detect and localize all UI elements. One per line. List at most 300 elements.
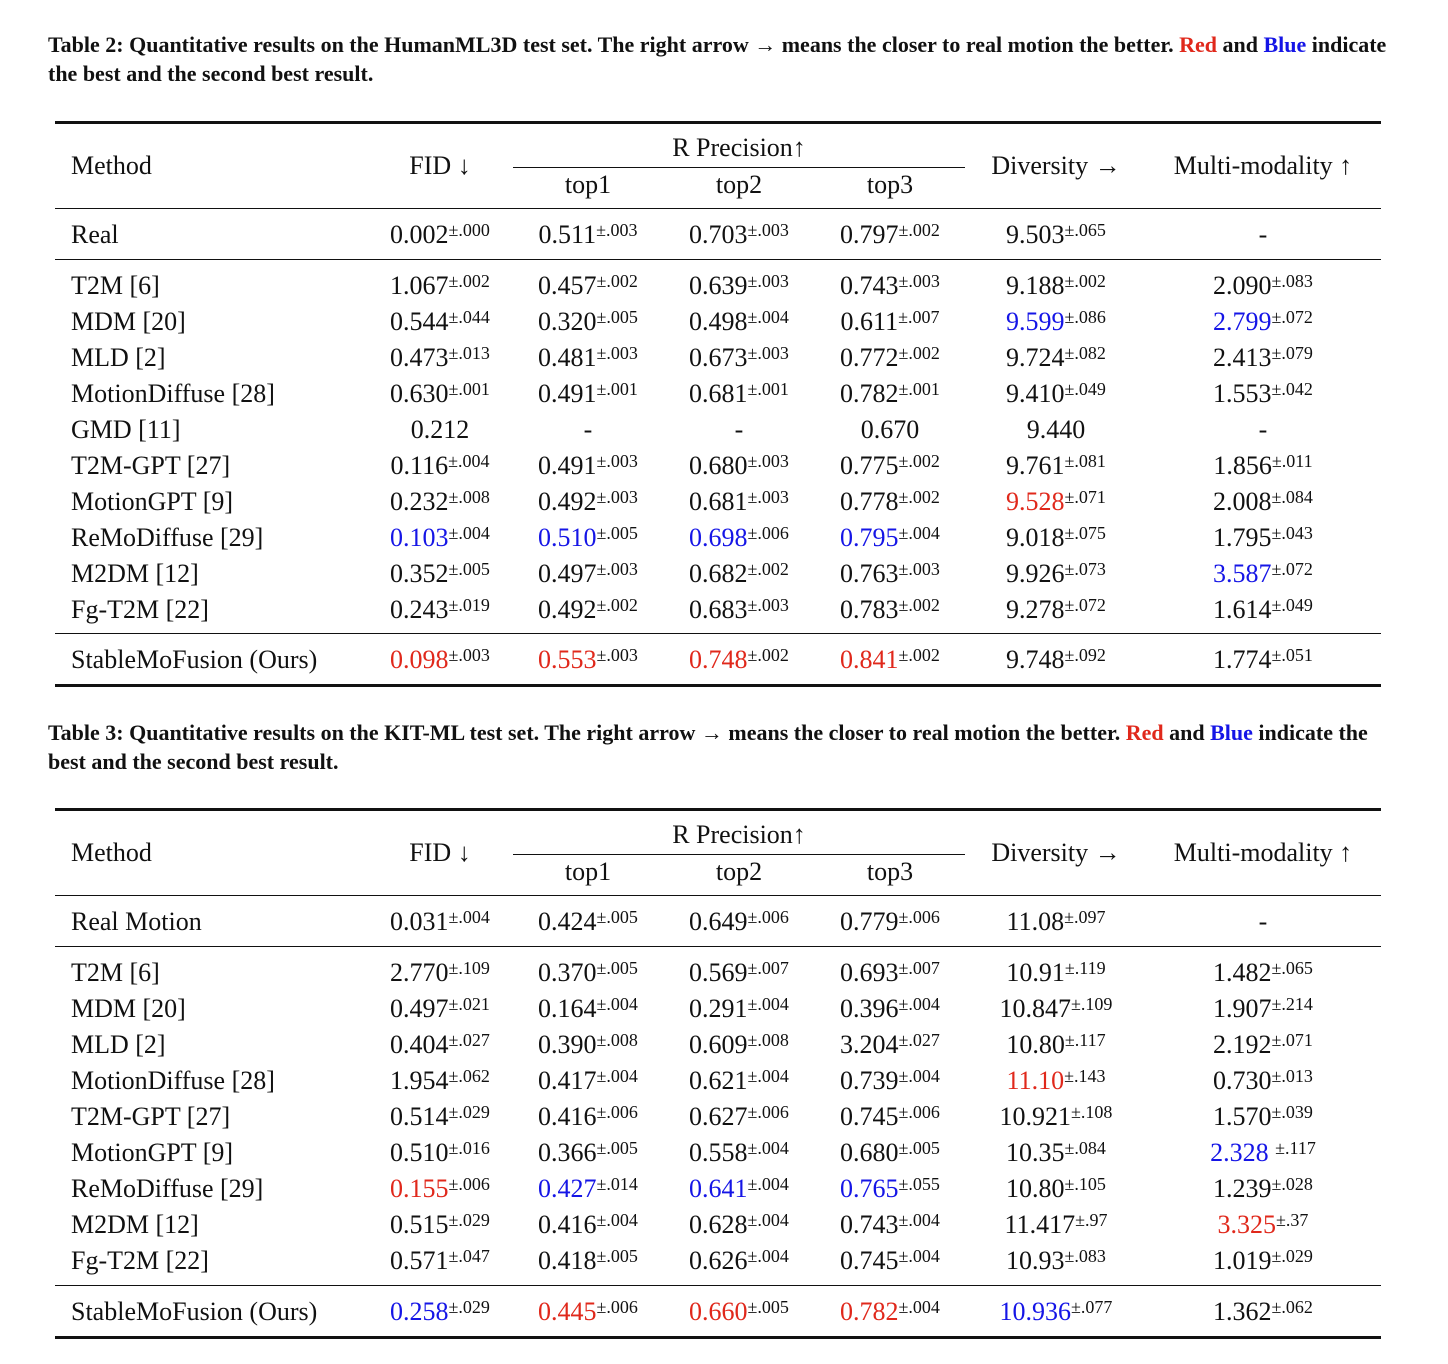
cell-std: ±.029 [448,1210,490,1230]
cell-fid [375,1246,505,1276]
cell-std: ±.083 [1064,1246,1106,1266]
cell-std: ±.004 [898,1297,940,1317]
cell-std: ±.97 [1075,1210,1108,1230]
cell-top1 [523,451,653,481]
cell-multimodality [1153,415,1373,445]
cell-value: 0.510 [390,1138,449,1167]
cell-std: ±.105 [1064,1174,1106,1194]
cell-value: 9.724 [1006,343,1065,372]
cell-top3 [825,1102,955,1132]
cell-std: ±.092 [1064,645,1106,665]
cell-top1 [523,343,653,373]
cell-std: ±.004 [448,451,490,471]
cell-value: 0.417 [538,1066,597,1095]
cell-std: ±.027 [448,1030,490,1050]
cell-std: ±.043 [1271,523,1313,543]
cell-std: ±.001 [898,379,940,399]
cell-value: 0.396 [840,994,899,1023]
cell-value: - [1258,415,1268,444]
table3-caption [48,718,1398,776]
cell-top2 [674,1210,804,1240]
cell-diversity [971,1174,1141,1204]
cell-value: 0.515 [390,1210,449,1239]
cell-std: ±.004 [898,523,940,543]
cell-top2 [674,645,804,675]
header-r-precision: R Precision↑ [672,133,806,162]
cell-value: 0.772 [840,343,899,372]
header-method: Method [71,838,152,867]
cell-top2 [674,559,804,589]
method-name: M2DM [12] [71,1210,199,1239]
cell-std: ±.072 [1271,559,1313,579]
cell-std: ±.004 [898,1246,940,1266]
cell-diversity [971,1102,1141,1132]
cell-top3 [825,645,955,675]
cell-std: ±.004 [747,1210,789,1230]
cell-value: 0.673 [689,343,748,372]
cell-value: 1.239 [1213,1174,1272,1203]
cell-std: ±.214 [1271,994,1313,1014]
cell-value: 0.611 [840,307,899,336]
cell-value: 0.366 [538,1138,597,1167]
cell-top3 [825,343,955,373]
cell-multimodality [1153,271,1373,301]
method-name: Fg-T2M [22] [71,595,209,624]
cell-std: ±.013 [1271,1066,1313,1086]
cell-value: - [1258,907,1268,936]
method-name: M2DM [12] [71,559,199,588]
cell-value: 0.782 [840,1297,899,1326]
cell-diversity [971,487,1141,517]
cell-diversity [971,220,1141,250]
cell-std: ±.005 [596,1246,638,1266]
cell-top3 [825,958,955,988]
cell-fid [375,523,505,553]
cell-std: ±.002 [596,271,638,291]
cell-value: 0.779 [840,907,899,936]
cell-std: ±.019 [448,595,490,615]
cell-std: ±.006 [747,1102,789,1122]
cell-fid [375,343,505,373]
cell-value: 1.482 [1213,958,1272,987]
cell-std: ±.005 [596,523,638,543]
cell-multimodality [1153,1066,1373,1096]
cell-value: 0.795 [840,523,899,552]
cell-value: 11.10 [1006,1066,1065,1095]
cell-fid [375,1030,505,1060]
cell-diversity [971,1297,1141,1327]
cell-top2 [674,451,804,481]
cell-std: ±.006 [596,1102,638,1122]
cell-std: ±.119 [1064,958,1106,978]
ours-rule [55,633,1381,634]
cell-value: 0.544 [390,307,449,336]
cell-value: 9.018 [1006,523,1065,552]
cell-value: 0.491 [538,451,597,480]
cell-diversity [971,379,1141,409]
cell-multimodality [1153,307,1373,337]
cell-diversity [971,559,1141,589]
real-rule [55,946,1381,947]
cell-std: ±.005 [448,559,490,579]
cell-multimodality [1153,523,1373,553]
cell-value: 0.418 [538,1246,597,1275]
cell-diversity [971,958,1141,988]
cell-fid [375,1066,505,1096]
cell-value: 0.116 [390,451,449,480]
cell-std: ±.006 [747,907,789,927]
caption-text: Table 3: Quantitative results on the KIT-ML test set. The right arrow → means the closer to real motion the better. [48,720,1126,745]
cell-top2 [674,523,804,553]
cell-multimodality [1153,1138,1373,1168]
cell-std: ±.006 [448,1174,490,1194]
cell-top3 [825,1297,955,1327]
cell-multimodality [1153,958,1373,988]
cell-std: ±.002 [898,343,940,363]
cell-value: 9.528 [1006,487,1065,516]
cell-std: ±.005 [898,1138,940,1158]
cell-std: ±.003 [747,487,789,507]
cell-value: 0.660 [689,1297,748,1326]
cell-std: ±.000 [448,220,490,240]
cell-multimodality [1153,907,1373,937]
cell-value: 0.639 [689,271,748,300]
cell-value: 1.614 [1213,595,1272,624]
cell-std: ±.029 [448,1102,490,1122]
cell-value: - [583,415,593,444]
caption-text: Table 2: Quantitative results on the HumanML3D test set. The right arrow → means the closer to real motion the better. [48,32,1180,57]
cell-value: 0.510 [538,523,597,552]
cell-top1 [523,595,653,625]
cell-value: 0.352 [390,559,449,588]
cell-value: 0.390 [538,1030,597,1059]
cell-top2 [674,958,804,988]
cell-value: 0.765 [840,1174,899,1203]
top-rule [55,121,1381,124]
header-fid: FID ↓ [409,838,471,867]
cell-value: 0.497 [538,559,597,588]
caption-text: and [1163,720,1211,745]
caption-blue-word: Blue [1210,720,1253,745]
cell-value: 0.628 [689,1210,748,1239]
cell-value: 0.698 [689,523,748,552]
cell-std: ±.028 [1271,1174,1313,1194]
cell-top1 [523,1210,653,1240]
bottom-rule [55,684,1381,687]
cell-std: ±.003 [747,271,789,291]
header-top1: top1 [564,857,612,886]
cell-multimodality [1153,1210,1373,1240]
cell-std: ±.065 [1271,958,1313,978]
method-name: ReMoDiffuse [29] [71,1174,264,1203]
cell-top3 [825,523,955,553]
cell-top3 [825,379,955,409]
cell-value: 2.192 [1213,1030,1272,1059]
cell-std: ±.081 [1064,451,1106,471]
cell-std: ±.003 [596,343,638,363]
cell-value: 0.739 [840,1066,899,1095]
cell-value: 0.763 [840,559,899,588]
cell-std: ±.002 [1064,271,1106,291]
cell-value: 1.954 [390,1066,449,1095]
cell-value: 10.35 [1006,1138,1065,1167]
ours-rule [55,1285,1381,1286]
cell-value: 9.278 [1006,595,1065,624]
cell-top3 [825,907,955,937]
method-name: ReMoDiffuse [29] [71,523,264,552]
cell-std: ±.004 [747,994,789,1014]
cell-fid [375,1102,505,1132]
cell-std: ±.013 [448,343,490,363]
cell-std: ±.075 [1064,523,1106,543]
cell-top1 [523,1138,653,1168]
real-rule [55,259,1381,260]
cell-value: 0.492 [538,487,597,516]
cell-top1 [523,1246,653,1276]
header-top3: top3 [866,170,914,199]
cell-value: 0.212 [410,415,470,444]
cell-std: ±.004 [898,1210,940,1230]
cell-diversity [971,645,1141,675]
cell-value: 1.907 [1213,994,1272,1023]
cell-std: ±.005 [596,958,638,978]
cell-top2 [674,994,804,1024]
cell-multimodality [1153,559,1373,589]
r-precision-rule [513,854,965,855]
header-method: Method [71,151,152,180]
cell-top1 [523,559,653,589]
cell-std: ±.002 [898,220,940,240]
cell-std: ±.029 [448,1297,490,1317]
cell-std: ±.014 [596,1174,638,1194]
method-name: StableMoFusion (Ours) [71,1297,318,1326]
cell-std: ±.002 [898,645,940,665]
cell-std: ±.051 [1271,645,1313,665]
cell-value: 9.410 [1006,379,1065,408]
cell-std: ±.002 [898,451,940,471]
cell-diversity [971,271,1141,301]
cell-value: 11.08 [1006,907,1065,936]
cell-std: ±.003 [747,451,789,471]
cell-value: 3.204 [840,1030,899,1059]
cell-std: ±.086 [1064,307,1106,327]
cell-top2 [674,307,804,337]
cell-top3 [825,559,955,589]
cell-value: 0.232 [390,487,449,516]
cell-std: ±.37 [1276,1210,1309,1230]
cell-diversity [971,595,1141,625]
cell-value: 0.491 [538,379,597,408]
top-rule [55,808,1381,811]
cell-value: 2.008 [1213,487,1272,516]
cell-std: ±.071 [1064,487,1106,507]
cell-std: ±.007 [898,958,940,978]
cell-std: ±.008 [747,1030,789,1050]
caption-text: and [1216,32,1264,57]
cell-top2 [674,1066,804,1096]
cell-multimodality [1153,379,1373,409]
cell-value: 2.799 [1213,307,1272,336]
cell-fid [375,994,505,1024]
cell-multimodality [1153,1030,1373,1060]
cell-top2 [674,415,804,445]
cell-value: 0.626 [689,1246,748,1275]
cell-multimodality [1153,343,1373,373]
cell-value: 0.416 [538,1102,597,1131]
cell-value: 0.164 [538,994,597,1023]
cell-top2 [674,487,804,517]
cell-std: ±.044 [448,307,490,327]
cell-multimodality [1153,220,1373,250]
cell-top1 [523,487,653,517]
cell-fid [375,645,505,675]
cell-value: 1.553 [1213,379,1272,408]
cell-value: 0.155 [390,1174,449,1203]
cell-multimodality [1153,1246,1373,1276]
cell-value: 0.627 [689,1102,748,1131]
cell-value: 0.404 [390,1030,449,1059]
caption-blue-word: Blue [1263,32,1307,57]
cell-top3 [825,487,955,517]
cell-value: 0.681 [689,487,748,516]
cell-fid [375,958,505,988]
cell-value: 0.703 [689,220,748,249]
cell-std: ±.001 [448,379,490,399]
method-name: T2M-GPT [27] [71,451,231,480]
cell-value: 0.291 [689,994,748,1023]
cell-value: 0.743 [840,1210,899,1239]
cell-value: 9.926 [1006,559,1065,588]
cell-std: ±.008 [448,487,490,507]
cell-value: 0.730 [1213,1066,1272,1095]
cell-std: ±.049 [1271,595,1313,615]
cell-value: 0.258 [390,1297,449,1326]
cell-std: ±.084 [1064,1138,1106,1158]
cell-fid [375,1210,505,1240]
cell-value: 0.775 [840,451,899,480]
cell-value: 0.031 [390,907,449,936]
caption-red-word: Red [1125,720,1164,745]
cell-std: ±.047 [448,1246,490,1266]
cell-std: ±.049 [1064,379,1106,399]
cell-value: 0.571 [390,1246,449,1275]
cell-top2 [674,1246,804,1276]
cell-std: ±.021 [448,994,490,1014]
cell-top1 [523,1174,653,1204]
cell-std: ±.016 [448,1138,490,1158]
header-rule [55,895,1381,896]
cell-std: ±.004 [898,1066,940,1086]
cell-std: ±.006 [747,523,789,543]
header-top3: top3 [866,857,914,886]
cell-top2 [674,907,804,937]
cell-value: 0.745 [840,1246,899,1275]
cell-top3 [825,1066,955,1096]
cell-fid [375,451,505,481]
cell-std: ±.003 [898,559,940,579]
cell-std: ±.084 [1271,487,1313,507]
cell-value: 0.492 [538,595,597,624]
cell-value: 0.641 [689,1174,748,1203]
cell-top3 [825,271,955,301]
table2-caption [48,30,1398,88]
cell-value: 3.325 [1217,1210,1277,1239]
cell-std: ±.108 [1071,1102,1113,1122]
cell-std: ±.002 [898,595,940,615]
cell-value: - [1258,220,1268,249]
cell-top3 [825,1138,955,1168]
cell-top2 [674,1102,804,1132]
cell-value: 1.774 [1213,645,1272,674]
cell-value: 0.841 [840,645,899,674]
cell-multimodality [1153,487,1373,517]
cell-multimodality [1153,994,1373,1024]
cell-top3 [825,1210,955,1240]
method-name: StableMoFusion (Ours) [71,645,318,674]
cell-top1 [523,1102,653,1132]
cell-value: 10.936 [999,1297,1072,1326]
cell-top3 [825,994,955,1024]
caption-red-word: Red [1179,32,1217,57]
cell-diversity [971,1066,1141,1096]
cell-std: ±.004 [596,1066,638,1086]
header-diversity: Diversity → [991,838,1121,867]
cell-value: 0.427 [538,1174,597,1203]
cell-value: 0.320 [538,307,597,336]
method-name: MotionGPT [9] [71,1138,234,1167]
cell-std: ±.004 [898,994,940,1014]
method-name: Real [71,220,119,249]
cell-value: 10.80 [1006,1030,1065,1059]
cell-fid [375,1174,505,1204]
cell-value: 0.370 [538,958,597,987]
cell-top3 [825,1246,955,1276]
cell-std: ±.011 [1271,451,1313,471]
cell-value: 1.856 [1213,451,1272,480]
cell-value: 0.098 [390,645,449,674]
table3 [55,808,1381,1342]
method-name: MotionDiffuse [28] [71,1066,275,1095]
cell-diversity [971,307,1141,337]
cell-value: 0.682 [689,559,748,588]
cell-diversity [971,343,1141,373]
cell-std: ±.042 [1271,379,1313,399]
cell-multimodality [1153,595,1373,625]
cell-top1 [523,307,653,337]
cell-value: 0.748 [689,645,748,674]
cell-top2 [674,379,804,409]
cell-std: ±.062 [1271,1297,1313,1317]
cell-std: ±.006 [596,1297,638,1317]
cell-value: 9.188 [1006,271,1065,300]
cell-top3 [825,595,955,625]
cell-fid [375,595,505,625]
cell-value: 0.481 [538,343,597,372]
cell-value: 0.745 [840,1102,899,1131]
cell-fid [375,379,505,409]
cell-std: ±.003 [747,343,789,363]
cell-value: 2.328 [1210,1138,1276,1167]
cell-value: 0.569 [689,958,748,987]
cell-value: 0.681 [689,379,748,408]
cell-fid [375,559,505,589]
cell-diversity [971,415,1141,445]
cell-value: 0.553 [538,645,597,674]
cell-std: ±.077 [1071,1297,1113,1317]
cell-value: 10.847 [999,994,1072,1023]
cell-top3 [825,1030,955,1060]
cell-diversity [971,1246,1141,1276]
